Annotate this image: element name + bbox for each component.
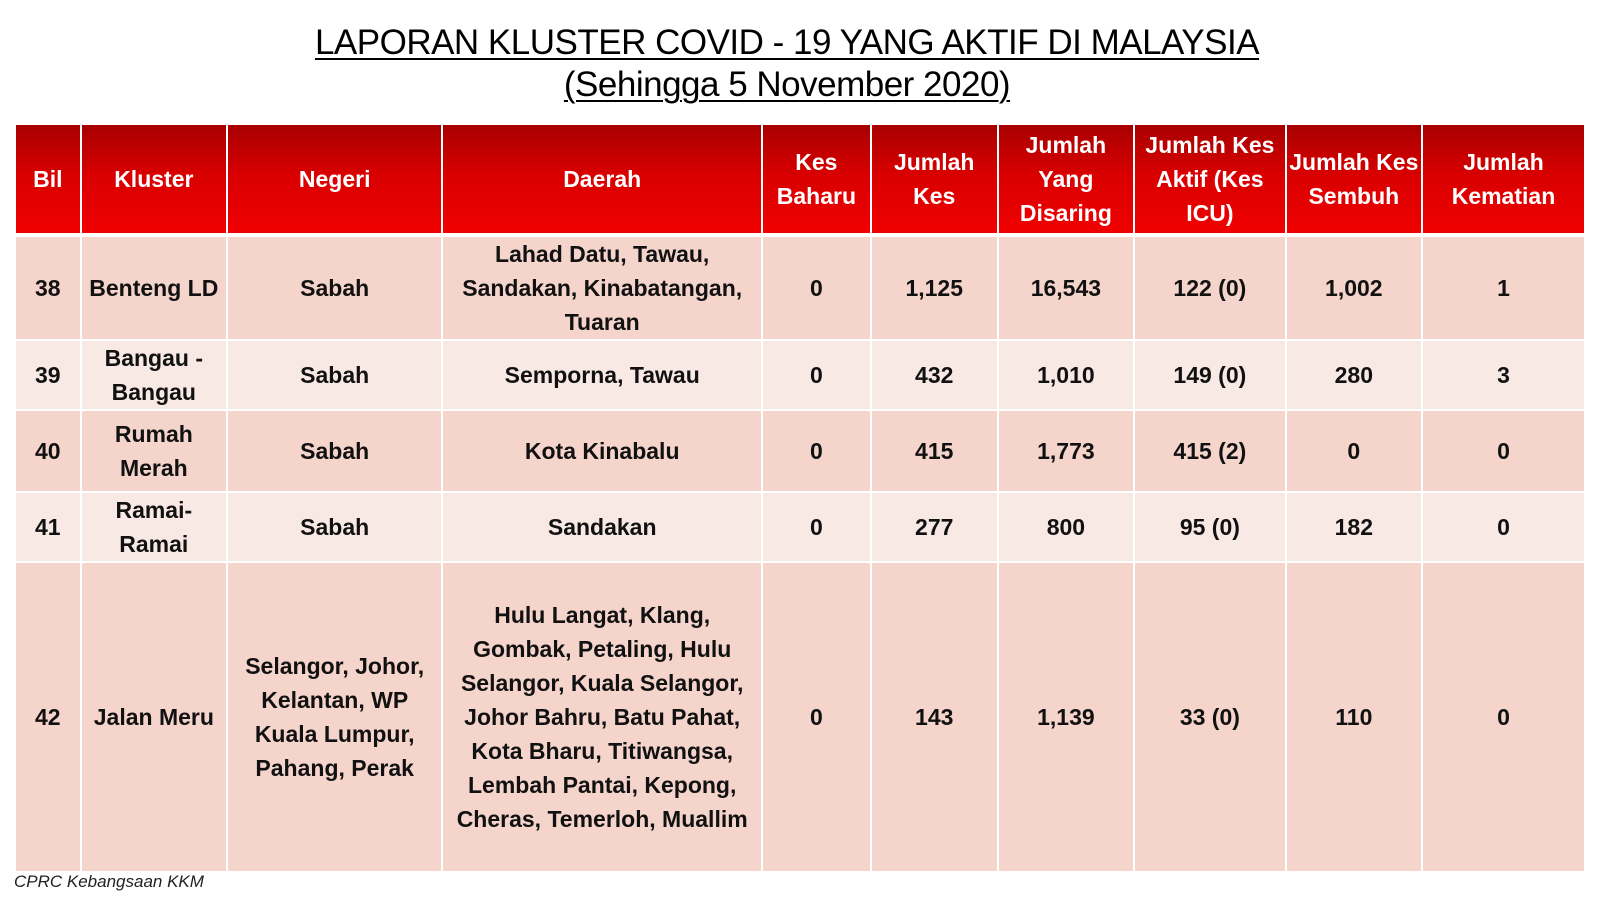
- source-note: CPRC Kebangsaan KKM: [14, 872, 204, 891]
- cell-daerah: Hulu Langat, Klang, Gombak, Petaling, Hulu Selangor, Kuala Selangor, Johor Bahru, Batu Pahat, Kota Bharu, Titiwangsa, Lembah Pantai, Kepong, Cheras, Temerloh, Muallim: [443, 563, 761, 873]
- cell-jumlah-disaring: 1,773: [999, 411, 1133, 493]
- cell-daerah: Semporna, Tawau: [443, 341, 761, 411]
- cell-kematian: 3: [1423, 341, 1584, 411]
- table-row: [16, 237, 1584, 341]
- cell-jumlah-disaring: 1,139: [999, 563, 1133, 873]
- cell-kes-sembuh: 0: [1287, 411, 1421, 493]
- cell-kluster: Rumah Merah: [82, 411, 227, 493]
- table-header-row: [16, 125, 1584, 237]
- cell-jumlah-kes: 432: [872, 341, 997, 411]
- cell-daerah: Kota Kinabalu: [443, 411, 761, 493]
- cell-kes-sembuh: 280: [1287, 341, 1421, 411]
- cell-jumlah-disaring: 1,010: [999, 341, 1133, 411]
- cell-kes-sembuh: 1,002: [1287, 237, 1421, 341]
- cell-kluster: Ramai-Ramai: [82, 493, 227, 563]
- cell-negeri: Selangor, Johor, Kelantan, WP Kuala Lumpur, Pahang, Perak: [228, 563, 441, 873]
- table-row: [16, 493, 1584, 563]
- table-row: [16, 411, 1584, 493]
- cell-negeri: Sabah: [228, 341, 441, 411]
- report-title-line1: LAPORAN KLUSTER COVID - 19 YANG AKTIF DI MALAYSIA: [314, 23, 1260, 62]
- cell-daerah: Lahad Datu, Tawau, Sandakan, Kinabatangan, Tuaran: [443, 237, 761, 341]
- cell-kes-baharu: 0: [763, 493, 870, 563]
- cell-kluster: Jalan Meru: [82, 563, 227, 873]
- cell-kes-aktif: 95 (0): [1135, 493, 1285, 563]
- cell-kes-aktif: 149 (0): [1135, 341, 1285, 411]
- header-jumlah-kes: Jumlah Kes: [872, 125, 997, 237]
- cell-kes-sembuh: 182: [1287, 493, 1421, 563]
- header-kematian: Jumlah Kematian: [1423, 125, 1584, 237]
- cell-bil: 39: [16, 341, 80, 411]
- cell-jumlah-kes: 1,125: [872, 237, 997, 341]
- cell-kes-baharu: 0: [763, 563, 870, 873]
- cell-kes-baharu: 0: [763, 411, 870, 493]
- header-kes-baharu: Kes Baharu: [763, 125, 870, 237]
- cell-bil: 42: [16, 563, 80, 873]
- cell-kes-baharu: 0: [763, 237, 870, 341]
- report-title-line2: (Sehingga 5 November 2020): [563, 65, 1011, 104]
- table-row: [16, 563, 1584, 873]
- cell-kes-aktif: 122 (0): [1135, 237, 1285, 341]
- cell-kluster: Bangau - Bangau: [82, 341, 227, 411]
- cluster-table: [14, 125, 1586, 873]
- header-negeri: Negeri: [228, 125, 441, 237]
- cell-negeri: Sabah: [228, 237, 441, 341]
- cell-bil: 41: [16, 493, 80, 563]
- cell-kes-aktif: 415 (2): [1135, 411, 1285, 493]
- cell-kematian: 1: [1423, 237, 1584, 341]
- cell-kematian: 0: [1423, 411, 1584, 493]
- cell-bil: 40: [16, 411, 80, 493]
- cell-negeri: Sabah: [228, 493, 441, 563]
- header-kes-aktif: Jumlah Kes Aktif (Kes ICU): [1135, 125, 1285, 237]
- cell-kes-sembuh: 110: [1287, 563, 1421, 873]
- cell-daerah: Sandakan: [443, 493, 761, 563]
- header-kes-sembuh: Jumlah Kes Sembuh: [1287, 125, 1421, 237]
- header-daerah: Daerah: [443, 125, 761, 237]
- header-jumlah-disaring: Jumlah Yang Disaring: [999, 125, 1133, 237]
- cell-negeri: Sabah: [228, 411, 441, 493]
- header-kluster: Kluster: [82, 125, 227, 237]
- cell-jumlah-kes: 277: [872, 493, 997, 563]
- cell-kematian: 0: [1423, 563, 1584, 873]
- cell-jumlah-disaring: 16,543: [999, 237, 1133, 341]
- table-row: [16, 341, 1584, 411]
- report-title: [0, 22, 1574, 106]
- cell-bil: 38: [16, 237, 80, 341]
- cell-jumlah-kes: 143: [872, 563, 997, 873]
- header-bil: Bil: [16, 125, 80, 237]
- cell-kluster: Benteng LD: [82, 237, 227, 341]
- cell-kes-aktif: 33 (0): [1135, 563, 1285, 873]
- cell-jumlah-kes: 415: [872, 411, 997, 493]
- cell-jumlah-disaring: 800: [999, 493, 1133, 563]
- cell-kematian: 0: [1423, 493, 1584, 563]
- cell-kes-baharu: 0: [763, 341, 870, 411]
